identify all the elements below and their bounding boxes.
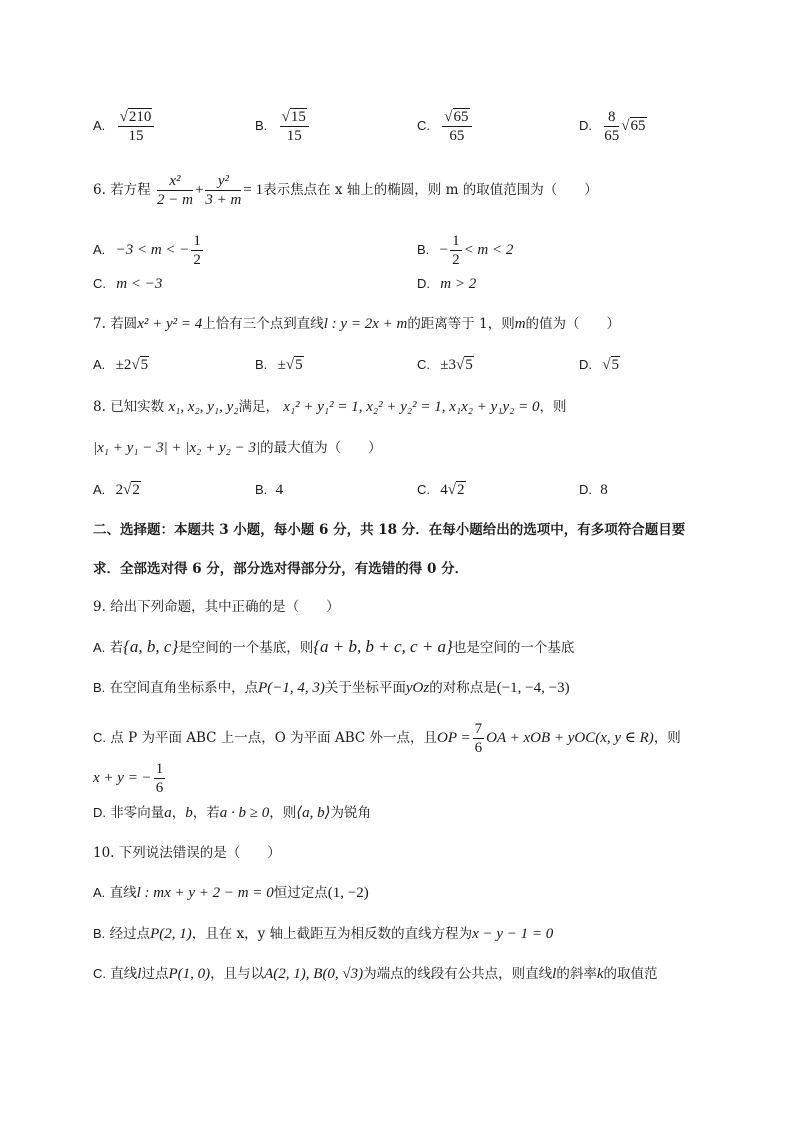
stem-text: 满足，: [238, 399, 279, 415]
stem-text: 的值为（ ）: [525, 316, 621, 332]
coefficient: 4: [440, 482, 448, 498]
option-label: A.: [93, 640, 106, 655]
math-expression: a · b ≥ 0: [219, 805, 270, 821]
stem-text: 上恰有三个点到直线: [202, 316, 324, 332]
radicand: 5: [140, 357, 149, 373]
option-text: 若: [109, 640, 124, 656]
math-expression: {a + b, b + c, c + a}: [313, 637, 453, 656]
radicand: 210: [128, 109, 152, 125]
denominator: 15: [286, 128, 302, 144]
denominator: 6: [474, 740, 483, 756]
question-number: 7.: [93, 316, 106, 332]
radicand: 65: [453, 109, 469, 125]
section-2-heading: 二、选择题：本题共 3 小题，每小题 6 分，共 18 分．在每小题给出的选项中，有多项符合题目要: [93, 522, 686, 538]
denominator: 15: [128, 128, 144, 144]
fraction-x: [157, 172, 193, 209]
q5-option-a: [93, 108, 156, 145]
math-variable: a: [164, 805, 172, 821]
option-text: m < −3: [116, 276, 163, 292]
denominator: 2: [193, 252, 201, 268]
radicand: 2: [457, 482, 465, 498]
radicand: 5: [295, 357, 303, 373]
q7-option-b: B. ±√5: [255, 357, 303, 373]
math-expression: (1, −2): [327, 885, 369, 901]
option-text: 也是空间的一个基底: [452, 640, 575, 656]
fraction: [604, 108, 619, 145]
option-text: 关于坐标平面: [324, 680, 406, 696]
option-text: ，则: [269, 805, 297, 821]
denominator: 65: [449, 128, 465, 144]
option-text: 的取值范: [603, 966, 658, 982]
option-text: < m < 2: [463, 242, 514, 258]
math-expression: |x₁ + y₁ − 3| + |x₂ + y₂ − 3|: [93, 440, 261, 456]
question-10-stem: 10. 下列说法错误的是（ ）: [93, 845, 281, 861]
option-label: A.: [93, 118, 106, 133]
math-expression: x² + y² = 4: [137, 316, 203, 332]
stem-text: 若方程: [110, 182, 151, 198]
q6-option-a: [93, 232, 205, 269]
numerator: y²: [205, 172, 241, 191]
option-text: ，且在 x，y 轴上截距互为相反数的直线方程为: [191, 926, 473, 942]
option-label: B.: [255, 118, 268, 133]
option-label: D.: [579, 118, 592, 133]
q6-option-d: [417, 274, 476, 294]
option-text: 的斜率: [556, 966, 597, 982]
option-label: B.: [93, 926, 106, 941]
option-text: −3 < m < −: [115, 242, 190, 258]
option-text: 8: [600, 482, 608, 498]
option-label: B.: [255, 482, 268, 497]
denominator: 3 + m: [205, 192, 242, 208]
q7-option-a: A. ±2√5: [93, 357, 149, 373]
option-label: D.: [93, 805, 106, 820]
option-text: 4: [275, 482, 284, 498]
stem-text: 已知实数: [110, 399, 165, 415]
denominator: 2 − m: [156, 192, 193, 208]
question-6-stem: 6. 若方程 $\frac{\text{x²}}{2 - m}$ + $\frac{\text{y²}}{3 + m}$ = 1表示焦点在 x 轴上的椭圆，则 m 的取值范围为（ ）: [93, 173, 598, 208]
coefficient: ±2: [115, 357, 132, 373]
option-label: C.: [417, 118, 430, 133]
option-text: 经过点: [109, 926, 151, 942]
math-expression: OA + xOB + yOC(x, y ∈ R): [486, 730, 654, 746]
q8-option-d: [579, 480, 608, 500]
math-variable: m: [514, 316, 526, 332]
option-text: 恒过定点: [273, 885, 328, 901]
stem-text: 的最大值为（ ）: [260, 440, 382, 456]
option-label: B.: [93, 680, 106, 695]
numerator: 1: [452, 233, 460, 249]
denominator: 2: [452, 252, 460, 268]
option-text: 为锐角: [330, 805, 371, 821]
question-number: 6.: [93, 182, 106, 198]
numerator: 8: [604, 108, 619, 127]
option-label: C.: [93, 730, 106, 745]
math-expression: x₁² + y₁² = 1, x₂² + y₂² = 1, x₁x₂ + y₁y₂ = 0: [283, 399, 540, 415]
q5-option-b: [255, 108, 311, 145]
option-text: −: [439, 242, 449, 258]
q9-option-c: [93, 720, 681, 757]
math-expression: l : y = 2x + m: [323, 316, 408, 332]
math-expression: yOz: [405, 680, 430, 696]
numerator: 1: [193, 233, 201, 249]
question-8-stem-line2: [93, 438, 382, 458]
coefficient: ±: [277, 357, 286, 373]
q9-option-d: [93, 803, 371, 823]
option-text: 直线: [109, 885, 137, 901]
math-variable: l: [552, 966, 557, 982]
denominator: 6: [155, 780, 164, 796]
math-expression: OP =: [437, 730, 471, 746]
option-label: C.: [93, 966, 106, 981]
q5-option-d: D. $\frac{8}{65}$ √65: [579, 109, 646, 144]
option-label: B.: [255, 357, 268, 372]
option-label: C.: [93, 276, 106, 291]
q6-option-b: [417, 232, 513, 269]
option-text: 在空间直角坐标系中，点: [109, 680, 259, 696]
option-label: C.: [417, 357, 430, 372]
option-label: A.: [93, 242, 106, 257]
option-text: ，若: [192, 805, 220, 821]
fraction: [154, 760, 166, 797]
math-expression: l : mx + y + 2 − m = 0: [136, 885, 274, 901]
option-label: D.: [417, 276, 430, 291]
math-expression: (−1, −4, −3): [496, 680, 570, 696]
option-text: m > 2: [440, 276, 477, 292]
math-variable: b: [185, 805, 193, 821]
radicand: 65: [630, 118, 646, 134]
math-expression: P(1, 0): [168, 966, 211, 982]
fraction: [473, 720, 485, 757]
math-variable: l: [137, 966, 142, 982]
fraction: [450, 232, 462, 269]
math-expression: A(2, 1), B(0, √3): [264, 966, 364, 982]
coefficient: 2: [115, 482, 124, 498]
question-number: 8.: [93, 399, 106, 415]
option-label: D.: [579, 357, 592, 372]
option-text: 是空间的一个基底，则: [178, 640, 314, 656]
radicand: 5: [611, 357, 620, 373]
option-text: ，: [171, 805, 186, 821]
q6-option-c: [93, 274, 162, 294]
fraction: [191, 232, 203, 269]
radicand: 15: [290, 109, 306, 125]
fraction: $\frac{√65}{65}$: [442, 108, 471, 145]
option-text: 点 P 为平面 ABC 上一点，O 为平面 ABC 外一点，且: [110, 730, 437, 746]
stem-text: 表示焦点在 x 轴上的椭圆，则 m 的取值范围为（ ）: [263, 182, 598, 198]
section-2-heading-line2: 求．全部选对得 6 分，部分选对得部分分，有选错的得 0 分．: [93, 561, 469, 577]
stem-text: ，则: [539, 399, 567, 415]
equation-rhs: = 1: [243, 182, 264, 198]
option-label: D.: [579, 482, 592, 497]
q9-option-c-line2: [93, 760, 167, 797]
radicand: 5: [465, 357, 473, 373]
option-text: ，且与以: [210, 966, 265, 982]
option-label: B.: [417, 242, 430, 257]
q9-option-b: [93, 678, 570, 698]
math-expression: x₁, x₂, y₁, y₂: [168, 399, 239, 415]
q7-option-d: D. √5: [579, 357, 620, 373]
stem-text: 若圆: [110, 316, 138, 332]
option-label: A.: [93, 885, 106, 900]
radicand: 2: [132, 482, 140, 498]
q5-option-c: [417, 108, 474, 145]
fraction-y: [205, 172, 241, 209]
option-label: C.: [417, 482, 430, 497]
q10-option-a: [93, 883, 369, 903]
q9-option-a: [93, 637, 574, 658]
math-expression: x − y − 1 = 0: [472, 926, 554, 942]
math-expression: x + y = −: [93, 770, 152, 786]
option-text: 的对称点是: [429, 680, 497, 696]
math-expression: ⟨a, b⟩: [296, 805, 331, 821]
stem-text: 的距离等于 1，则: [407, 316, 515, 332]
option-text: 非零向量: [110, 805, 165, 821]
q10-option-b: [93, 924, 553, 944]
fraction: $\frac{√210}{15}$: [118, 108, 155, 145]
option-text: 过点: [141, 966, 169, 982]
q7-option-c: C. ±3√5: [417, 357, 473, 373]
denominator: 65: [604, 128, 620, 144]
q8-option-a: A. 2√2: [93, 482, 140, 498]
numerator: x²: [157, 172, 193, 191]
numerator: 1: [155, 761, 164, 777]
coefficient: ±3: [440, 357, 457, 373]
q8-option-b: [255, 480, 283, 500]
math-expression: P(−1, 4, 3): [258, 680, 325, 696]
option-label: A.: [93, 357, 106, 372]
option-text: 直线: [110, 966, 138, 982]
option-label: A.: [93, 482, 106, 497]
math-expression: P(2, 1): [150, 926, 192, 942]
math-expression: {a, b, c}: [123, 637, 179, 656]
fraction: $\frac{√15}{15}$: [280, 108, 309, 145]
question-8-stem: [93, 397, 566, 417]
q10-option-c: [93, 964, 658, 984]
question-7-stem: [93, 314, 620, 334]
numerator: 7: [474, 721, 483, 737]
option-text: 为端点的线段有公共点，则直线: [363, 966, 553, 982]
question-9-stem: 9. 给出下列命题，其中正确的是（ ）: [93, 599, 340, 615]
q8-option-c: C. 4√2: [417, 482, 465, 498]
math-variable: k: [596, 966, 604, 982]
option-text: ，则: [653, 730, 681, 746]
